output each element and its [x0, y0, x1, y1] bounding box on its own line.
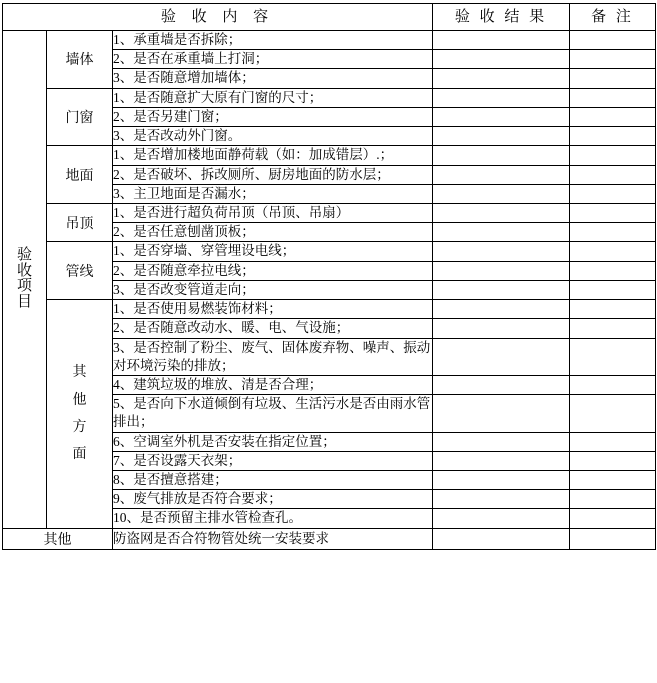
subcategory-wall: 墙体 — [47, 31, 113, 89]
note-cell[interactable] — [570, 490, 656, 509]
item-text: 3、是否改动外门窗。 — [113, 127, 433, 146]
header-note: 备 注 — [570, 4, 656, 31]
table-row — [3, 31, 656, 50]
item-text: 5、是否向下水道倾倒有垃圾、生活污水是否由雨水管排出； — [113, 395, 433, 432]
subcategory-ceiling: 吊顶 — [47, 203, 113, 241]
note-cell[interactable] — [570, 146, 656, 165]
result-cell[interactable] — [433, 69, 570, 88]
item-text: 3、是否随意增加墙体； — [113, 69, 433, 88]
item-text: 7、是否设露天衣架； — [113, 451, 433, 470]
item-text: 1、是否随意扩大原有门窗的尺寸； — [113, 88, 433, 107]
result-cell[interactable] — [433, 242, 570, 261]
item-text: 3、主卫地面是否漏水； — [113, 184, 433, 203]
item-text: 2、是否任意刨凿顶板； — [113, 223, 433, 242]
result-cell[interactable] — [433, 528, 570, 549]
table-row-last — [3, 528, 656, 549]
result-cell[interactable] — [433, 338, 570, 375]
note-cell[interactable] — [570, 280, 656, 299]
header-content: 验 收 内 容 — [3, 4, 433, 31]
note-cell[interactable] — [570, 31, 656, 50]
table-row — [3, 146, 656, 165]
note-cell[interactable] — [570, 127, 656, 146]
result-cell[interactable] — [433, 203, 570, 222]
category-other-label: 其他 — [3, 528, 113, 549]
note-cell[interactable] — [570, 203, 656, 222]
item-text: 2、是否随意牵拉电线； — [113, 261, 433, 280]
subcategory-other-aspects: 其 他 方 面 — [47, 300, 113, 529]
note-cell[interactable] — [570, 261, 656, 280]
note-cell[interactable] — [570, 375, 656, 394]
table-row — [3, 88, 656, 107]
result-cell[interactable] — [433, 146, 570, 165]
result-cell[interactable] — [433, 432, 570, 451]
note-cell[interactable] — [570, 242, 656, 261]
acceptance-inspection-table — [2, 3, 656, 550]
subcategory-door-window: 门窗 — [47, 88, 113, 146]
note-cell[interactable] — [570, 184, 656, 203]
item-text: 1、是否使用易燃装饰材料； — [113, 300, 433, 319]
note-cell[interactable] — [570, 319, 656, 338]
result-cell[interactable] — [433, 165, 570, 184]
result-cell[interactable] — [433, 88, 570, 107]
note-cell[interactable] — [570, 107, 656, 126]
subcategory-floor: 地面 — [47, 146, 113, 204]
result-cell[interactable] — [433, 471, 570, 490]
item-text: 2、是否在承重墙上打洞； — [113, 50, 433, 69]
table-row — [3, 242, 656, 261]
result-cell[interactable] — [433, 280, 570, 299]
note-cell[interactable] — [570, 509, 656, 528]
item-text: 1、承重墙是否拆除； — [113, 31, 433, 50]
table-header-row — [3, 4, 656, 31]
note-cell[interactable] — [570, 165, 656, 184]
note-cell[interactable] — [570, 69, 656, 88]
result-cell[interactable] — [433, 223, 570, 242]
result-cell[interactable] — [433, 50, 570, 69]
item-text: 9、废气排放是否符合要求； — [113, 490, 433, 509]
result-cell[interactable] — [433, 31, 570, 50]
note-cell[interactable] — [570, 395, 656, 432]
item-text: 3、是否控制了粉尘、废气、固体废弃物、噪声、振动对环境污染的排放； — [113, 338, 433, 375]
item-text: 防盗网是否合符物管处统一安装要求 — [113, 528, 433, 549]
table-row — [3, 203, 656, 222]
item-text: 8、是否擅意搭建； — [113, 471, 433, 490]
result-cell[interactable] — [433, 261, 570, 280]
note-cell[interactable] — [570, 471, 656, 490]
item-text: 2、是否随意改动水、暖、电、气设施； — [113, 319, 433, 338]
item-text: 2、是否破坏、拆改厕所、厨房地面的防水层； — [113, 165, 433, 184]
note-cell[interactable] — [570, 50, 656, 69]
result-cell[interactable] — [433, 490, 570, 509]
result-cell[interactable] — [433, 509, 570, 528]
result-cell[interactable] — [433, 184, 570, 203]
header-result: 验 收 结 果 — [433, 4, 570, 31]
result-cell[interactable] — [433, 395, 570, 432]
item-text: 1、是否穿墙、穿管埋设电线； — [113, 242, 433, 261]
subcategory-pipeline: 管线 — [47, 242, 113, 300]
note-cell[interactable] — [570, 88, 656, 107]
note-cell[interactable] — [570, 432, 656, 451]
item-text: 1、是否增加楼地面静荷载（如：加成错层）.； — [113, 146, 433, 165]
result-cell[interactable] — [433, 375, 570, 394]
item-text: 3、是否改变管道走向； — [113, 280, 433, 299]
item-text: 10、是否预留主排水管检查孔。 — [113, 509, 433, 528]
item-text: 1、是否进行超负荷吊顶（吊顶、吊扇） — [113, 203, 433, 222]
item-text: 4、建筑垃圾的堆放、清是否合理； — [113, 375, 433, 394]
note-cell[interactable] — [570, 338, 656, 375]
item-text: 6、空调室外机是否安装在指定位置； — [113, 432, 433, 451]
result-cell[interactable] — [433, 107, 570, 126]
item-text: 2、是否另建门窗； — [113, 107, 433, 126]
result-cell[interactable] — [433, 127, 570, 146]
note-cell[interactable] — [570, 223, 656, 242]
table-row — [3, 300, 656, 319]
result-cell[interactable] — [433, 451, 570, 470]
note-cell[interactable] — [570, 300, 656, 319]
note-cell[interactable] — [570, 451, 656, 470]
note-cell[interactable] — [570, 528, 656, 549]
result-cell[interactable] — [433, 300, 570, 319]
result-cell[interactable] — [433, 319, 570, 338]
category-main-label: 验 收 项 目 — [3, 31, 47, 529]
